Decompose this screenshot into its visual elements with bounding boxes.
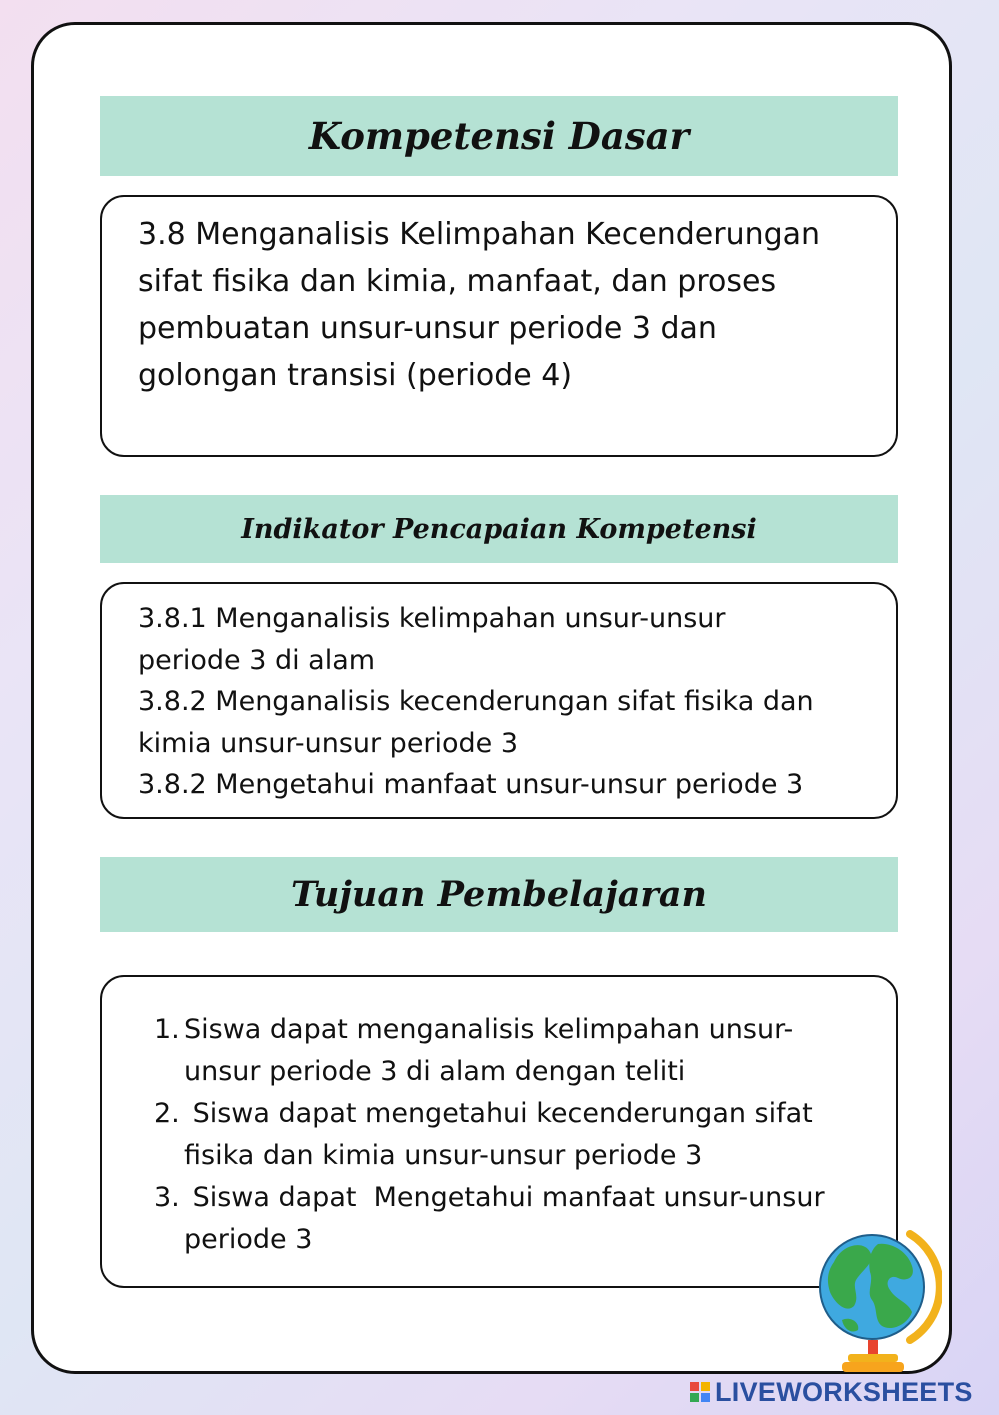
list-number: 3. (154, 1182, 180, 1213)
kd-line: golongan transisi (periode 4) (138, 358, 573, 393)
list-line: Siswa dapat menganalisis kelimpahan unsur- (184, 1014, 794, 1045)
liveworksheets-brand (690, 1376, 990, 1408)
indikator-box (100, 582, 898, 819)
list-line: Siswa dapat Mengetahui manfaat unsur-unsur (184, 1182, 825, 1213)
kompetensi-dasar-box (100, 195, 898, 457)
indikator-line: 3.8.2 Menganalisis kecenderungan sifat fisika dan (138, 686, 814, 717)
indikator-line: periode 3 di alam (138, 644, 376, 676)
globe-icon (812, 1222, 942, 1382)
tujuan-list (154, 1009, 870, 1261)
liveworksheets-logo-icon (690, 1382, 710, 1402)
list-line: unsur periode 3 di alam dengan teliti (184, 1056, 686, 1087)
tujuan-box (100, 975, 898, 1288)
list-item (154, 1009, 870, 1093)
indikator-line: 3.8.2 Mengetahui manfaat unsur-unsur periode 3 (138, 769, 804, 800)
list-line: Siswa dapat mengetahui kecenderungan sifat (184, 1098, 813, 1129)
indikator-heading: Indikator Pencapaian Kompetensi (100, 495, 898, 563)
brand-name: LIVEWORKSHEETS (715, 1376, 973, 1407)
list-number: 2. (154, 1098, 180, 1129)
list-number: 1. (154, 1014, 180, 1045)
kompetensi-dasar-heading: Kompetensi Dasar (100, 96, 898, 176)
kd-line: 3.8 Menganalisis Kelimpahan Kecenderungan (138, 217, 821, 252)
list-item (154, 1093, 870, 1177)
kd-line: sifat fisika dan kimia, manfaat, dan proses (138, 264, 777, 299)
list-line: periode 3 (184, 1224, 313, 1255)
list-line: fisika dan kimia unsur-unsur periode 3 (184, 1140, 703, 1171)
kd-line: pembuatan unsur-unsur periode 3 dan (138, 311, 717, 346)
indikator-line: 3.8.1 Menganalisis kelimpahan unsur-unsur (138, 603, 726, 634)
indikator-line: kimia unsur-unsur periode 3 (138, 727, 519, 759)
list-item (154, 1177, 870, 1261)
tujuan-heading: Tujuan Pembelajaran (100, 857, 898, 932)
